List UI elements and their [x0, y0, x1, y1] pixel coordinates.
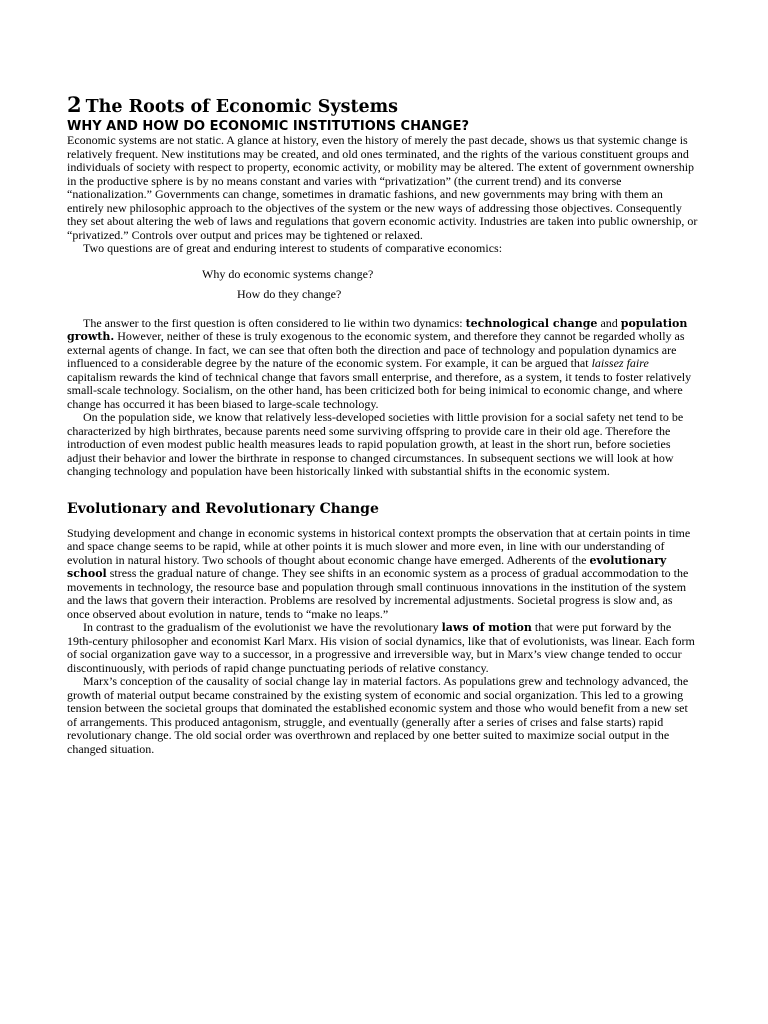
text-run: capitalism rewards the kind of technical change that favors small enterprise, and therefore, as a system, it tends to foster relatively small-scale technology. Socialism, on the other hand, has been criticized both for being inimical to economic change, and where change has occurred it has been biased to large-scale technology. — [67, 369, 692, 411]
paragraph-intro: Economic systems are not static. A glance at history, even the history of merely the past decade, shows us that systemic change is relatively frequent. New institutions may be created, and old ones terminated, and the rights of the various constituent groups and individuals of society with respect to property, economic activity, or mobility may be altered. The extent of government ownership in the productive sphere is by no means constant and varies with “privatization” (the current trend) and its converse “nationalization.” Governments can change, sometimes in dramatic fashions, and new governments may bring with them an entirely new philosophic approach to the objectives of the system or the new ways of addressing those objectives. Consequently they set about altering the web of laws and regulations that govern economic activity. Industries are taken into public ownership, or “privatized.” Controls over output and prices may be tightened or relaxed. — [67, 133, 698, 242]
chapter-number: 2 — [67, 92, 82, 117]
paragraph-marx-causality: Marx’s conception of the causality of social change lay in material factors. As populations grew and technology advanced, the growth of material output became constrained by the existing system of economic and social organization. This led to a growing tension between the societal groups that dominated the established economic system and those who would benefit from a new set of arrangements. This produced antagonism, struggle, and eventually (generally after a series of crises and false starts) rapid revolutionary change. The old social order was overthrown and replaced by one better suited to maximize social output in the changed situation. — [67, 674, 689, 756]
text-run: Studying development and change in economic systems in historical context prompts the observation that at certain points in time and space change seems to be rapid, while at other points it is much slower and more even, in line with our understanding of evolution in natural history. Two schools of thought about economic change have emerged. Adherents of the — [67, 525, 691, 567]
paragraph-answer — [67, 317, 698, 412]
chapter-title: The Roots of Economic Systems — [85, 97, 399, 117]
text-run: However, neither of these is truly exogenous to the economic system, and therefore they cannot be regarded wholly as external agents of change. In fact, we can see that often both the direction and pace of technology and population dynamics are influenced to a considerable degree by the nature of the economic system. For example, it can be argued that — [67, 329, 685, 370]
paragraph-two-questions: Two questions are of great and enduring interest to students of comparative economics: — [83, 241, 503, 255]
text-run: that were put forward by the 19th-century philosopher and economist Karl Marx. His vision of social dynamics, like that of evolutionists, was linear. Each form of social organization gave way to a successor, in a progressive and irreversible way, but in Marx’s view change tended to occur discontinuously, with periods of rapid change punctuating periods of relative constancy. — [67, 620, 695, 675]
text-run: In contrast to the gradualism of the evolutionist we have the revolutionary — [83, 620, 442, 634]
paragraph-revolutionary — [67, 621, 698, 675]
text-run: stress the gradual nature of change. They see shifts in an economic system as a process of gradual accommodation to the movements in technology, the resource base and population through small continuous innovations in the institution of the system and the laws that govern their interaction. Problems are resolved by incremental adjustments. Societal progress is slow and, as once observed about evolution in nature, tends to “make no leaps.” — [67, 566, 689, 621]
term-technological-change: technological change — [465, 316, 598, 330]
section-heading: Evolutionary and Revolutionary Change — [67, 500, 379, 517]
document-page — [67, 94, 698, 756]
term-evolutionary-school: evolutionary school — [67, 553, 667, 580]
text-run: and — [597, 315, 621, 330]
question-how: How do they change? — [237, 287, 342, 301]
paragraph-evolutionary — [67, 527, 698, 622]
paragraph-population: On the population side, we know that relatively less-developed societies with little provision for a social safety net tend to be characterized by high birthrates, because parents need some surviving offspring to provide care in their old age. Therefore the introduction of even modest public health measures leads to rapid population growth, at least in the short run, before societies adjust their behavior and lower the birthrate in response to changed circumstances. In subsequent sections we will look at how changing technology and population have been historically linked with substantial shifts in the economic system. — [67, 410, 684, 478]
term-laissez-faire: laissez faire — [591, 356, 649, 370]
chapter-heading — [67, 94, 698, 118]
text-run: The answer to the first question is often considered to lie within two dynamics: — [83, 315, 466, 330]
question-why: Why do economic systems change? — [202, 266, 374, 281]
chapter-subtitle: WHY AND HOW DO ECONOMIC INSTITUTIONS CHANGE? — [67, 119, 470, 134]
term-laws-of-motion: laws of motion — [441, 621, 532, 634]
term-population-growth: population growth. — [67, 316, 688, 343]
